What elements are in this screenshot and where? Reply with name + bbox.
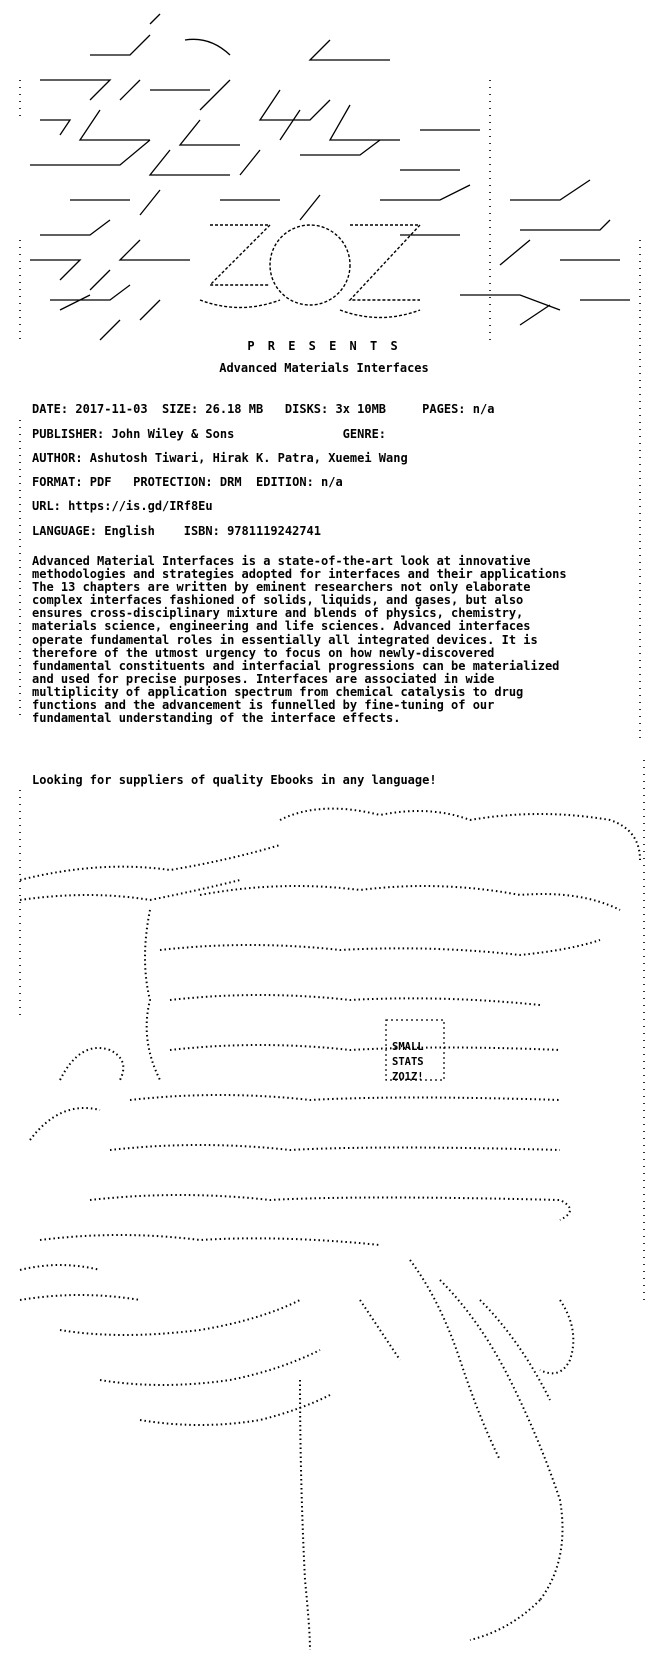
language-field: LANGUAGE: English bbox=[32, 524, 155, 538]
info-row-format bbox=[32, 476, 343, 489]
disks-field: DISKS: 3x 10MB bbox=[284, 402, 387, 416]
author-field: AUTHOR: Ashutosh Tiwari, Hirak K. Patra, Xuemei Wang bbox=[32, 451, 408, 465]
release-title: Advanced Materials Interfaces bbox=[219, 361, 429, 375]
info-row-author bbox=[32, 452, 408, 465]
isbn-field: ISBN: 9781119242741 bbox=[183, 524, 322, 538]
mammoth-art bbox=[20, 809, 640, 1650]
protection-field: PROTECTION: DRM bbox=[133, 475, 242, 489]
publisher-field: PUBLISHER: John Wiley & Sons bbox=[32, 427, 235, 441]
edition-field: EDITION: n/a bbox=[256, 475, 343, 489]
info-row-date bbox=[32, 403, 494, 416]
url-field[interactable]: URL: https://is.gd/IRf8Eu bbox=[32, 499, 213, 513]
info-row-publisher bbox=[32, 428, 386, 441]
logo-art bbox=[30, 14, 630, 340]
size-field: SIZE: 26.18 MB bbox=[162, 402, 264, 416]
info-row-url bbox=[32, 500, 213, 513]
small-stats-label: SMALL STATS ZO1Z! bbox=[392, 1040, 424, 1083]
ad-line: Looking for suppliers of quality Ebooks in any language! bbox=[32, 773, 437, 787]
presents-heading: P R E S E N T S bbox=[247, 339, 401, 353]
genre-field: GENRE: bbox=[342, 427, 387, 441]
description: Advanced Material Interfaces is a state-of-the-art look at innovative methodologies and strategies adopted for interfaces and their applications The 13 chapters are written by eminent researchers not only elaborate complex interfaces fashioned of solids, liquids, and gases, but also ensures cross-disciplinary mixture and blends of physics, chemistry, materials science, engineering and life sciences. Advanced interfaces operate fundamental roles in essentially all integrated devices. It is therefore of the utmost urgency to focus on how newly-discovered fundamental constituents and interfacial progressions can be materialized and used for precise purposes. Interfaces are associated in wide multiplicity of application spectrum from chemical catalysis to drug functions and the advancement is funnelled by fine-tuning of our fundamental understanding of the interface effects. bbox=[32, 554, 567, 726]
format-field: FORMAT: PDF bbox=[32, 475, 112, 489]
date-field: DATE: 2017-11-03 bbox=[32, 402, 148, 416]
zoz-logo bbox=[200, 225, 420, 318]
info-row-language bbox=[32, 525, 321, 538]
pages-field: PAGES: n/a bbox=[422, 402, 495, 416]
